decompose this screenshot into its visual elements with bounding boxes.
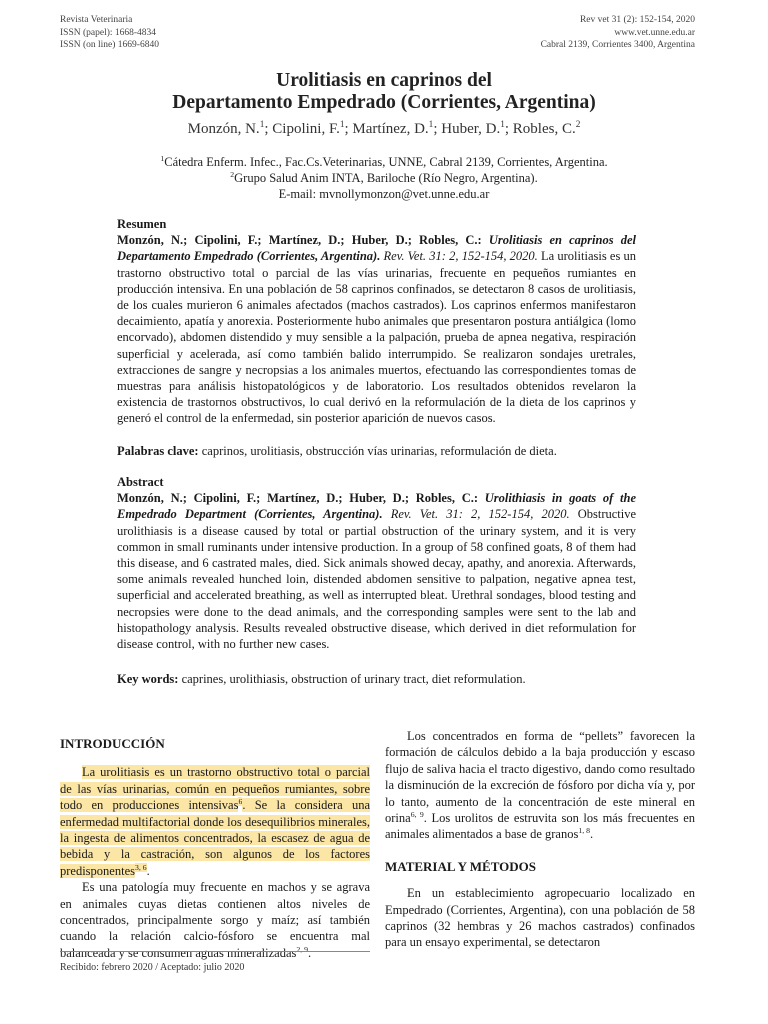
abstract-section <box>117 474 636 652</box>
palabras-clave <box>117 443 636 459</box>
intro-heading: INTRODUCCIÓN <box>60 736 165 751</box>
contact-email: E-mail: mvnollymonzon@vet.unne.edu.ar <box>278 187 490 201</box>
methods-heading: MATERIAL Y MÉTODOS <box>385 858 536 874</box>
affiliation-1-text: Cátedra Enferm. Infec., Fac.Cs.Veterinarias, UNNE, Cabral 2139, Corrientes, Argentina. <box>164 155 608 169</box>
issn-paper: ISSN (papel): 1668-4834 <box>60 27 157 38</box>
author-name: Huber, D. <box>441 121 501 137</box>
concentrates-text-2: . Los urolitos de estruvita son los más frecuentes en animales alimentados a base de granos <box>385 811 696 842</box>
affiliation-2-text: Grupo Salud Anim INTA, Bariloche (Río Negro, Argentina). <box>234 171 538 185</box>
paper-title <box>0 70 768 114</box>
paper-title-line-2: Departamento Empedrado (Corrientes, Argentina) <box>172 92 596 113</box>
journal-header-left <box>60 14 159 52</box>
punctuation: . <box>589 827 594 842</box>
resumen-section <box>117 216 636 427</box>
affiliations <box>0 154 768 202</box>
volume-info: Rev vet 31 (2): 152-154, 2020 <box>579 15 695 25</box>
right-column <box>385 728 695 951</box>
punctuation: . <box>307 945 312 960</box>
author-name: Cipolini, F. <box>272 121 340 137</box>
affil-mark: 2 <box>230 169 235 179</box>
author-name: Robles, C. <box>512 121 576 137</box>
resumen-text: La urolitiasis es un trastorno obstructivo total o parcial de las vías urinarias, frecuente en pequeños rumiantes en producción intensiva. En una población de 58 caprinos confinados, se detectaron 8 casos de urolitiasis, de los cuales murieron 6 animales afectados (machos castrados). Los caprinos enfermos manifestaron decaimiento, apatía y anorexia. Posteriormente hubo animales que presentaron postura antiálgica (lomo encorvado), abdomen distendido y muy sensible a la palpación, prueba de apnea negativa, respiración superficial y acelerada, así como también balido interrumpido. Se realizaron sondajes uretrales, extracciones de sangre y necropsias a los animales muertos, efectuando las correspondientes tomas de muestras para análisis histopatológicos y de laboratorio. Los resultados obtenidos revelaron la existencia de trastornos obstructivos, lo cual derivó en la reformulación de la dieta de los caprinos y generó el control de la enfermedad, sin posterior aparición de nuevos casos. <box>117 249 637 426</box>
abstract-body <box>117 490 636 652</box>
methods-paragraph: En un establecimiento agropecuario localizado en Empedrado (Corrientes, Argentina), con una población de 58 caprinos (32 hembras y 26 machos castrados) confinados para un ensayo experimental, se detectaron <box>385 886 695 950</box>
resumen-cite-ref: Rev. Vet. 31: 2, 152-154, 2020. <box>383 249 538 264</box>
key-words-label: Key words: <box>117 672 179 686</box>
received-accepted-note: Recibido: febrero 2020 / Aceptado: julio 2020 <box>60 962 245 973</box>
abstract-heading: Abstract <box>117 475 164 489</box>
resumen-cite-title: Urolitiasis en caprinos del Departamento Empedrado (Corrientes, Argentina). <box>117 233 636 264</box>
author-name: Monzón, N. <box>187 121 260 137</box>
concentrates-paragraph <box>385 728 695 843</box>
resumen-cite-authors: Monzón, N.; Cipolini, F.; Martínez, D.; Huber, D.; Robles, C.: <box>117 233 482 248</box>
citation-ref: 1, 8 <box>578 826 590 836</box>
footnote-divider <box>60 951 370 952</box>
author-affil-mark: 1 <box>259 120 265 130</box>
abstract-cite-title: Urolithiasis in goats of the Empedrado Department (Corrientes, Argentina). <box>117 491 636 522</box>
citation-ref: 3, 6 <box>134 862 147 872</box>
affil-mark: 1 <box>160 153 165 163</box>
affiliation-1 <box>0 154 768 170</box>
author-affil-mark: 2 <box>575 120 581 130</box>
journal-header-right <box>541 14 695 52</box>
palabras-clave-label: Palabras clave: <box>117 444 199 458</box>
author-affil-mark: 1 <box>428 120 434 130</box>
key-words <box>117 671 636 687</box>
intro-paragraph-2-text: Es una patología muy frecuente en machos y se agrava en animales cuyas dietas contienen altos niveles de concentrados, principalmente sorgo y maíz; así también cuando la relación calcio-fósforo se encuentra mal balanceada y se consumen aguas mineralizadas <box>60 880 370 960</box>
highlighted-text: . Se la considera una enfermedad multifactorial donde los desequilibrios minerales, la ingesta de alimentos concentrados, la escasez de agua de bebida y la castración, son algunos de los factores predisponentes <box>60 798 370 878</box>
punctuation: . <box>146 863 150 878</box>
highlighted-text: La urolitiasis es un trastorno obstructivo total o parcial de las vías urinarias, común en pequeños rumiantes, sobre todo en producciones intensivas <box>60 765 370 813</box>
citation-ref: 2, 9 <box>296 944 308 954</box>
author-list: Monzón, N.$^1$; Cipolini, F.$^1$; Martínez, D.$^1$; Huber, D.$^1$; Robles, C.$^2$ <box>187 120 581 137</box>
author-name: Martínez, D. <box>352 121 429 137</box>
key-words-text: caprines, urolithiasis, obstruction of urinary tract, diet reformulation. <box>181 672 526 686</box>
journal-url: www.vet.unne.edu.ar <box>614 27 695 38</box>
concentrates-text: Los concentrados en forma de “pellets” favorecen la formación de cálculos debido a la baja producción y escaso flujo de saliva hacia el tracto digestivo, dando como resultado la disminución de la excreción de fósforo por dicha vía y, por lo tanto, aumento de la concentración de este mineral en orina <box>385 729 695 826</box>
resumen-body <box>117 232 636 426</box>
abstract-text: Obstructive urolithiasis is a disease caused by total or partial obstruction of the urinary system, and it is very common in small ruminants under intensive production. In a group of 58 confined goats, 8 of them had this disease, and 6 castrated males, died. Sick animals showed decay, apathy, and anorexia. Afterwards, some animals revealed hunched loin, distended abdomen sensitive to palpation, negative apnea test, superficial and accelerated breathing, as well as interrupted bleat. Urethral sondages, blood testing and necropsies were done to the dead animals, and the corresponding samples were sent to the lab and histopathology analysis. Results revealed obstructive disease, which derived in diet reformulation for disease control, with no further new cases. <box>117 507 637 652</box>
citation-ref: 6 <box>238 797 243 807</box>
citation-ref: 6, 9 <box>410 809 424 819</box>
author-affil-mark: 1 <box>339 120 345 130</box>
journal-name: Revista Veterinaria <box>60 15 133 25</box>
abstract-cite-authors: Monzón, N.; Cipolini, F.; Martínez, D.; Huber, D.; Robles, C.: <box>117 491 479 506</box>
palabras-clave-text: caprinos, urolitiasis, obstrucción vías urinarias, reformulación de dieta. <box>201 444 557 458</box>
resumen-heading: Resumen <box>117 217 167 231</box>
paper-title-line-1: Urolitiasis en caprinos del <box>276 70 492 91</box>
affiliation-2 <box>0 170 768 186</box>
abstract-cite-ref: Rev. Vet. 31: 2, 152-154, 2020. <box>390 507 570 522</box>
journal-address: Cabral 2139, Corrientes 3400, Argentina <box>540 40 695 50</box>
left-column <box>60 736 370 961</box>
intro-paragraph-2 <box>60 879 370 961</box>
author-affil-mark: 1 <box>500 120 505 130</box>
issn-online: ISSN (on line) 1669-6840 <box>60 40 159 50</box>
intro-paragraph-1 <box>60 764 370 879</box>
